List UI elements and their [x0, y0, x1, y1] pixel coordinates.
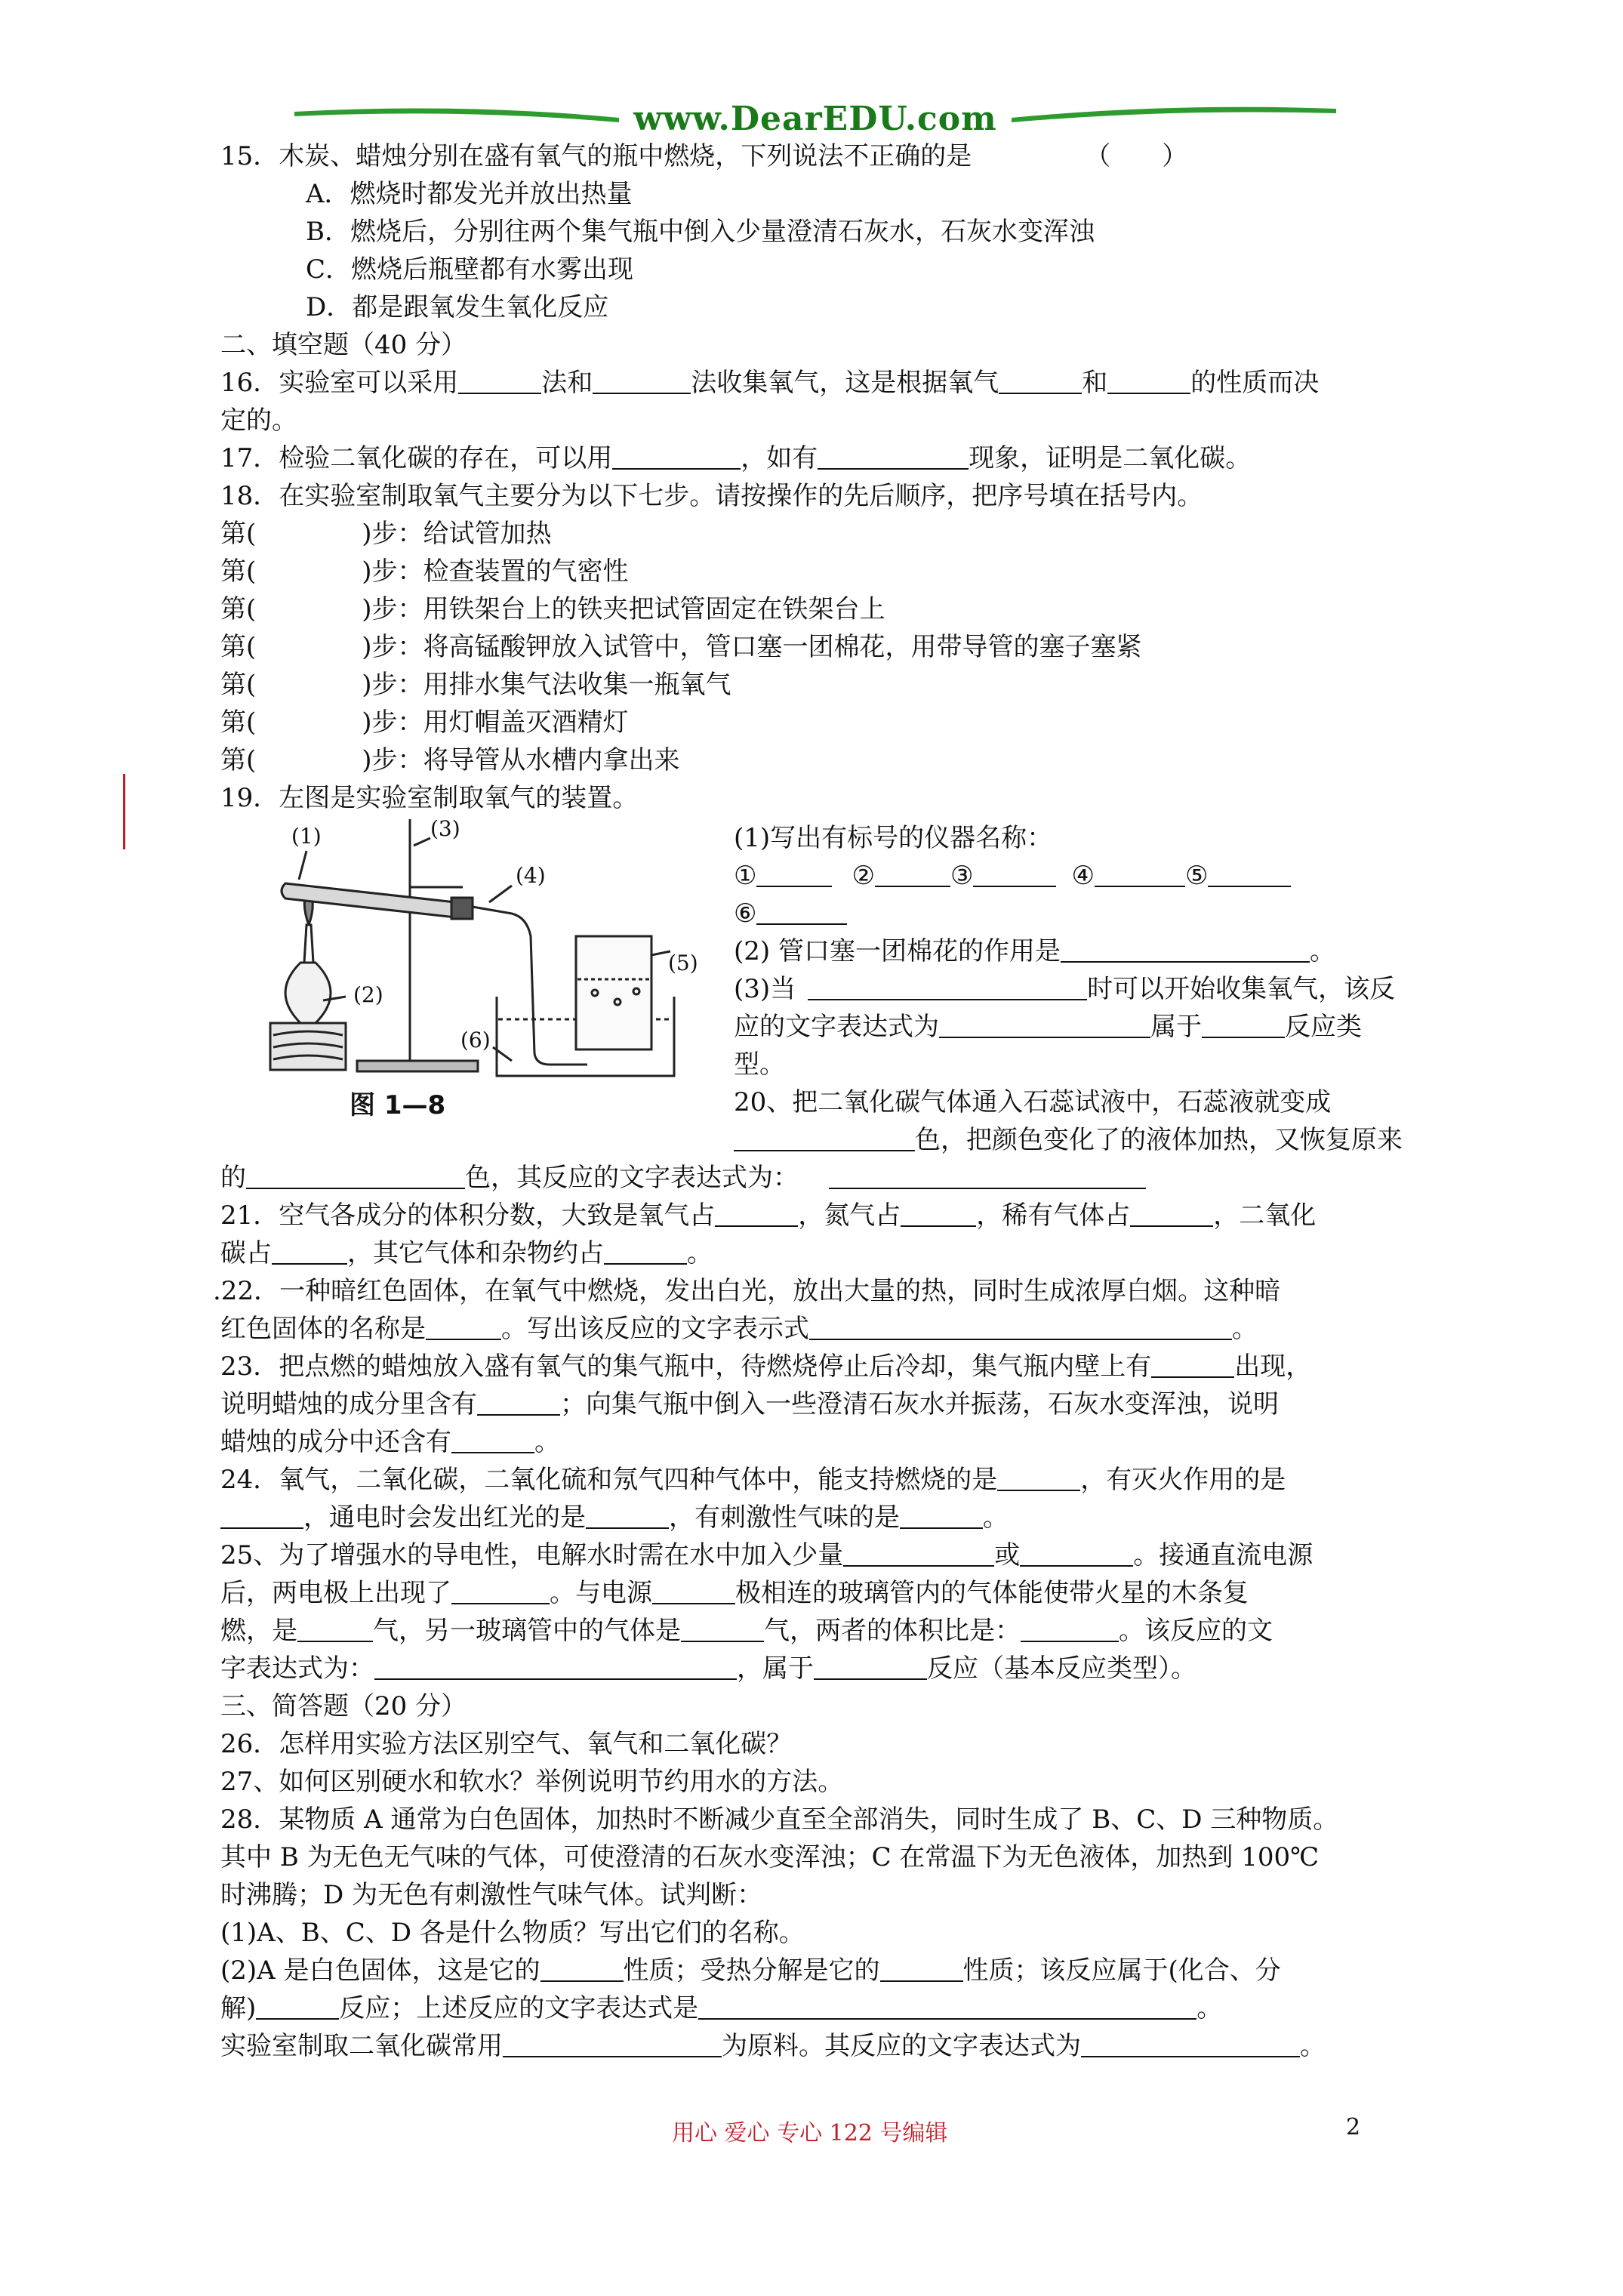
q19-part2: (2) 管口塞一团棉花的作用是 。	[734, 936, 1335, 966]
q24-blank-1[interactable]	[997, 1467, 1080, 1491]
figure-label-2: (2)	[353, 982, 383, 1007]
q16-blank-4[interactable]	[1107, 370, 1190, 394]
q16-line2: 定的。	[220, 405, 297, 436]
q24-blank-2[interactable]	[220, 1505, 303, 1529]
q19-part1: (1)写出有标号的仪器名称：	[734, 823, 1053, 853]
q20-color-blank-1[interactable]	[734, 1127, 915, 1151]
q15-option-b: B．燃烧后，分别往两个集气瓶中倒入少量澄清石灰水，石灰水变浑浊	[306, 217, 1095, 247]
q21-line1: 21．空气各成分的体积分数，大致是氧气占 ，氮气占 ，稀有气体占 ，二氧化	[220, 1200, 1317, 1231]
q28-blank-5[interactable]	[503, 2033, 722, 2057]
q19-part3: (3)当 时可以开始收集氧气，该反	[734, 974, 1396, 1004]
q21-blank-3[interactable]	[1130, 1203, 1213, 1227]
q28-line5: (2)A 是白色固体，这是它的 性质；受热分解是它的 性质；该反应属于(化合、分	[220, 1955, 1281, 1986]
q26: 26．怎样用实验方法区别空气、氧气和二氧化碳？	[220, 1729, 793, 1759]
q21-blank-4[interactable]	[272, 1240, 347, 1265]
q28-blank-6[interactable]	[1081, 2033, 1300, 2057]
q25-blank-8[interactable]	[374, 1656, 737, 1680]
q22-line1: .22．一种暗红色固体，在氧气中燃烧，发出白光，放出大量的热，同时生成浓厚白烟。这种暗	[213, 1276, 1281, 1306]
q24-blank-3[interactable]	[586, 1505, 669, 1529]
q28-blank-2[interactable]	[880, 1958, 963, 1982]
q16-line1: 16．实验室可以采用 法和 法收集氧气，这是根据氧气 和 的性质而决	[220, 368, 1320, 398]
q17-blank-1[interactable]	[612, 445, 741, 470]
figure-label-6: (6)	[460, 1028, 491, 1052]
q18-step: 第( )步：检查装置的气密性	[220, 556, 629, 587]
q18-step: 第( )步：给试管加热	[220, 519, 552, 549]
q15-stem: 15．木炭、蜡烛分别在盛有氧气的瓶中燃烧，下列说法不正确的是 （ ）	[220, 141, 1188, 171]
q25-line3: 燃，是 气，另一玻璃管中的气体是 气，两者的体积比是： 。该反应的文	[220, 1616, 1273, 1646]
q25-line1: 25、为了增强水的导电性，电解水时需在水中加入少量 或 。接通直流电源	[220, 1540, 1313, 1570]
q20-color-blank-2[interactable]	[246, 1165, 465, 1189]
q19-stem: 19．左图是实验室制取氧气的装置。	[220, 783, 639, 813]
q23-blank-1[interactable]	[1151, 1354, 1234, 1378]
section-3-heading: 三、简答题（20 分）	[220, 1691, 467, 1721]
figure-label-4: (4)	[516, 863, 546, 888]
q25-line2: 后，两电极上出现了 。与电源 极相连的玻璃管内的气体能使带火星的木条复	[220, 1578, 1249, 1608]
oxygen-apparatus-figure	[263, 804, 685, 1121]
q18-step: 第( )步：用排水集气法收集一瓶氧气	[220, 670, 731, 700]
q16-blank-2[interactable]	[593, 370, 691, 394]
q23-blank-2[interactable]	[477, 1391, 560, 1416]
q19-blank-5[interactable]	[1208, 863, 1291, 887]
page-number: 2	[1346, 2114, 1361, 2140]
q28-line4: (1)A、B、C、D 各是什么物质？写出它们的名称。	[220, 1918, 805, 1948]
apparatus-drawing	[263, 804, 685, 1121]
q20-equation-blank[interactable]	[829, 1165, 1146, 1189]
q15-option-c: C．燃烧后瓶壁都有水雾出现	[306, 254, 634, 285]
q15-option-d: D．都是跟氧发生氧化反应	[306, 292, 609, 322]
q19-part3-line3: 型。	[734, 1049, 785, 1080]
header-banner	[294, 98, 1336, 140]
q28-line7: 实验室制取二氧化碳常用 为原料。其反应的文字表达式为 。	[220, 2031, 1326, 2061]
q18-step: 第( )步：将高锰酸钾放入试管中，管口塞一团棉花，用带导管的塞子塞紧	[220, 632, 1142, 662]
q25-blank-9[interactable]	[814, 1656, 927, 1680]
q28-blank-1[interactable]	[540, 1958, 624, 1982]
q28-line3: 时沸腾；D 为无色有刺激性气味气体。试判断：	[220, 1880, 763, 1910]
figure-label-1: (1)	[291, 824, 322, 849]
q25-blank-4[interactable]	[652, 1580, 735, 1604]
q19-collect-blank[interactable]	[808, 976, 1087, 1000]
header-logo[interactable]: www.DearEDU.com	[633, 100, 997, 138]
q22-blank-1[interactable]	[426, 1316, 501, 1340]
q19-part3-line2: 应的文字表达式为 属于 反应类	[734, 1012, 1362, 1042]
footer-credit: 用心 爱心 专心 122 号编辑	[672, 2120, 948, 2147]
q19-blank-6[interactable]	[756, 901, 847, 925]
q22-line2: 红色固体的名称是 。写出该反应的文字表示式 。	[220, 1314, 1258, 1344]
q19-blank-1[interactable]	[756, 863, 832, 887]
q23-line2: 说明蜡烛的成分里含有 ；向集气瓶中倒入一些澄清石灰水并振荡，石灰水变浑浊，说明	[220, 1389, 1279, 1419]
q18-step: 第( )步：用铁架台上的铁夹把试管固定在铁架台上	[220, 594, 885, 624]
q20-line3: 的 色，其反应的文字表达式为：	[220, 1165, 1146, 1191]
figure-label-5-visible: (5)	[668, 951, 698, 975]
q19-equation-blank[interactable]	[939, 1014, 1150, 1038]
section-2-heading: 二、填空题（40 分）	[220, 330, 467, 360]
q25-blank-7[interactable]	[1021, 1618, 1119, 1642]
q19-blank-2[interactable]	[875, 863, 950, 887]
q21-blank-2[interactable]	[901, 1203, 976, 1227]
q23-line3: 蜡烛的成分中还含有 。	[220, 1427, 560, 1457]
figure-label-3: (3)	[430, 816, 460, 841]
q21-line2: 碳占 ，其它气体和杂物约占 。	[220, 1238, 713, 1268]
q25-blank-2[interactable]	[1020, 1542, 1133, 1567]
q20-line2: 色，把颜色变化了的液体加热，又恢复原来	[734, 1127, 1403, 1153]
q25-blank-1[interactable]	[843, 1542, 994, 1567]
q23-line1: 23．把点燃的蜡烛放入盛有氧气的集气瓶中，待燃烧停止后冷却，集气瓶内壁上有 出现，	[220, 1351, 1312, 1382]
q28-blank-4[interactable]	[698, 1996, 1196, 2020]
q18-step: 第( )步：用灯帽盖灭酒精灯	[220, 707, 629, 738]
q18-step: 第( )步：将导管从水槽内拿出来	[220, 745, 680, 775]
q17-line: 17．检验二氧化碳的存在，可以用 ，如有 现象，证明是二氧化碳。	[220, 443, 1252, 473]
q24-blank-4[interactable]	[900, 1505, 983, 1529]
q18-stem: 18．在实验室制取氧气主要分为以下七步。请按操作的先后顺序，把序号填在括号内。	[220, 481, 1203, 511]
q25-line4: 字表达式为： ，属于 反应（基本反应类型）。	[220, 1653, 1196, 1684]
q20-line1: 20、把二氧化碳气体通入石蕊试液中，石蕊液就变成	[734, 1087, 1332, 1117]
q28-blank-3[interactable]	[256, 1996, 339, 2020]
margin-mark	[123, 774, 125, 849]
q24-line2: ，通电时会发出红光的是 ，有刺激性气味的是 。	[220, 1505, 1009, 1530]
q16-blank-1[interactable]	[458, 370, 541, 394]
q19-instrument-blanks: ① ② ③ ④ ⑤	[734, 863, 1291, 889]
q21-blank-1[interactable]	[715, 1203, 798, 1227]
q21-blank-5[interactable]	[604, 1240, 687, 1265]
q25-blank-5[interactable]	[297, 1618, 373, 1642]
q25-blank-3[interactable]	[451, 1580, 550, 1604]
q19-blank-4[interactable]	[1095, 863, 1185, 887]
q19-blank-6-row: ⑥	[734, 901, 847, 926]
figure-caption: 图 1—8	[350, 1090, 446, 1120]
q19-cotton-blank[interactable]	[1061, 938, 1310, 963]
q27: 27、如何区别硬水和软水？举例说明节约用水的方法。	[220, 1767, 844, 1797]
q28-line2: 其中 B 为无色无气味的气体，可使澄清的石灰水变浑浊；C 在常温下为无色液体，加热到 100℃	[220, 1842, 1320, 1872]
q19-type-blank[interactable]	[1202, 1014, 1285, 1038]
q24-line1: 24．氧气，二氧化碳，二氧化硫和氖气四种气体中，能支持燃烧的是 ，有灭火作用的是	[220, 1465, 1286, 1495]
q28-line1: 28．某物质 A 通常为白色固体，加热时不断减少直至全部消失，同时生成了 B、C、D 三种物质。	[220, 1804, 1339, 1835]
q28-line6: 解) 反应；上述反应的文字表达式是 。	[220, 1993, 1223, 2023]
q23-blank-3[interactable]	[451, 1429, 534, 1453]
q22-blank-2[interactable]	[809, 1316, 1232, 1340]
q25-blank-6[interactable]	[681, 1618, 764, 1642]
q17-blank-2[interactable]	[818, 445, 969, 470]
q15-option-a: A．燃烧时都发光并放出热量	[306, 179, 633, 209]
q16-blank-3[interactable]	[999, 370, 1082, 394]
q19-blank-3[interactable]	[973, 863, 1056, 887]
